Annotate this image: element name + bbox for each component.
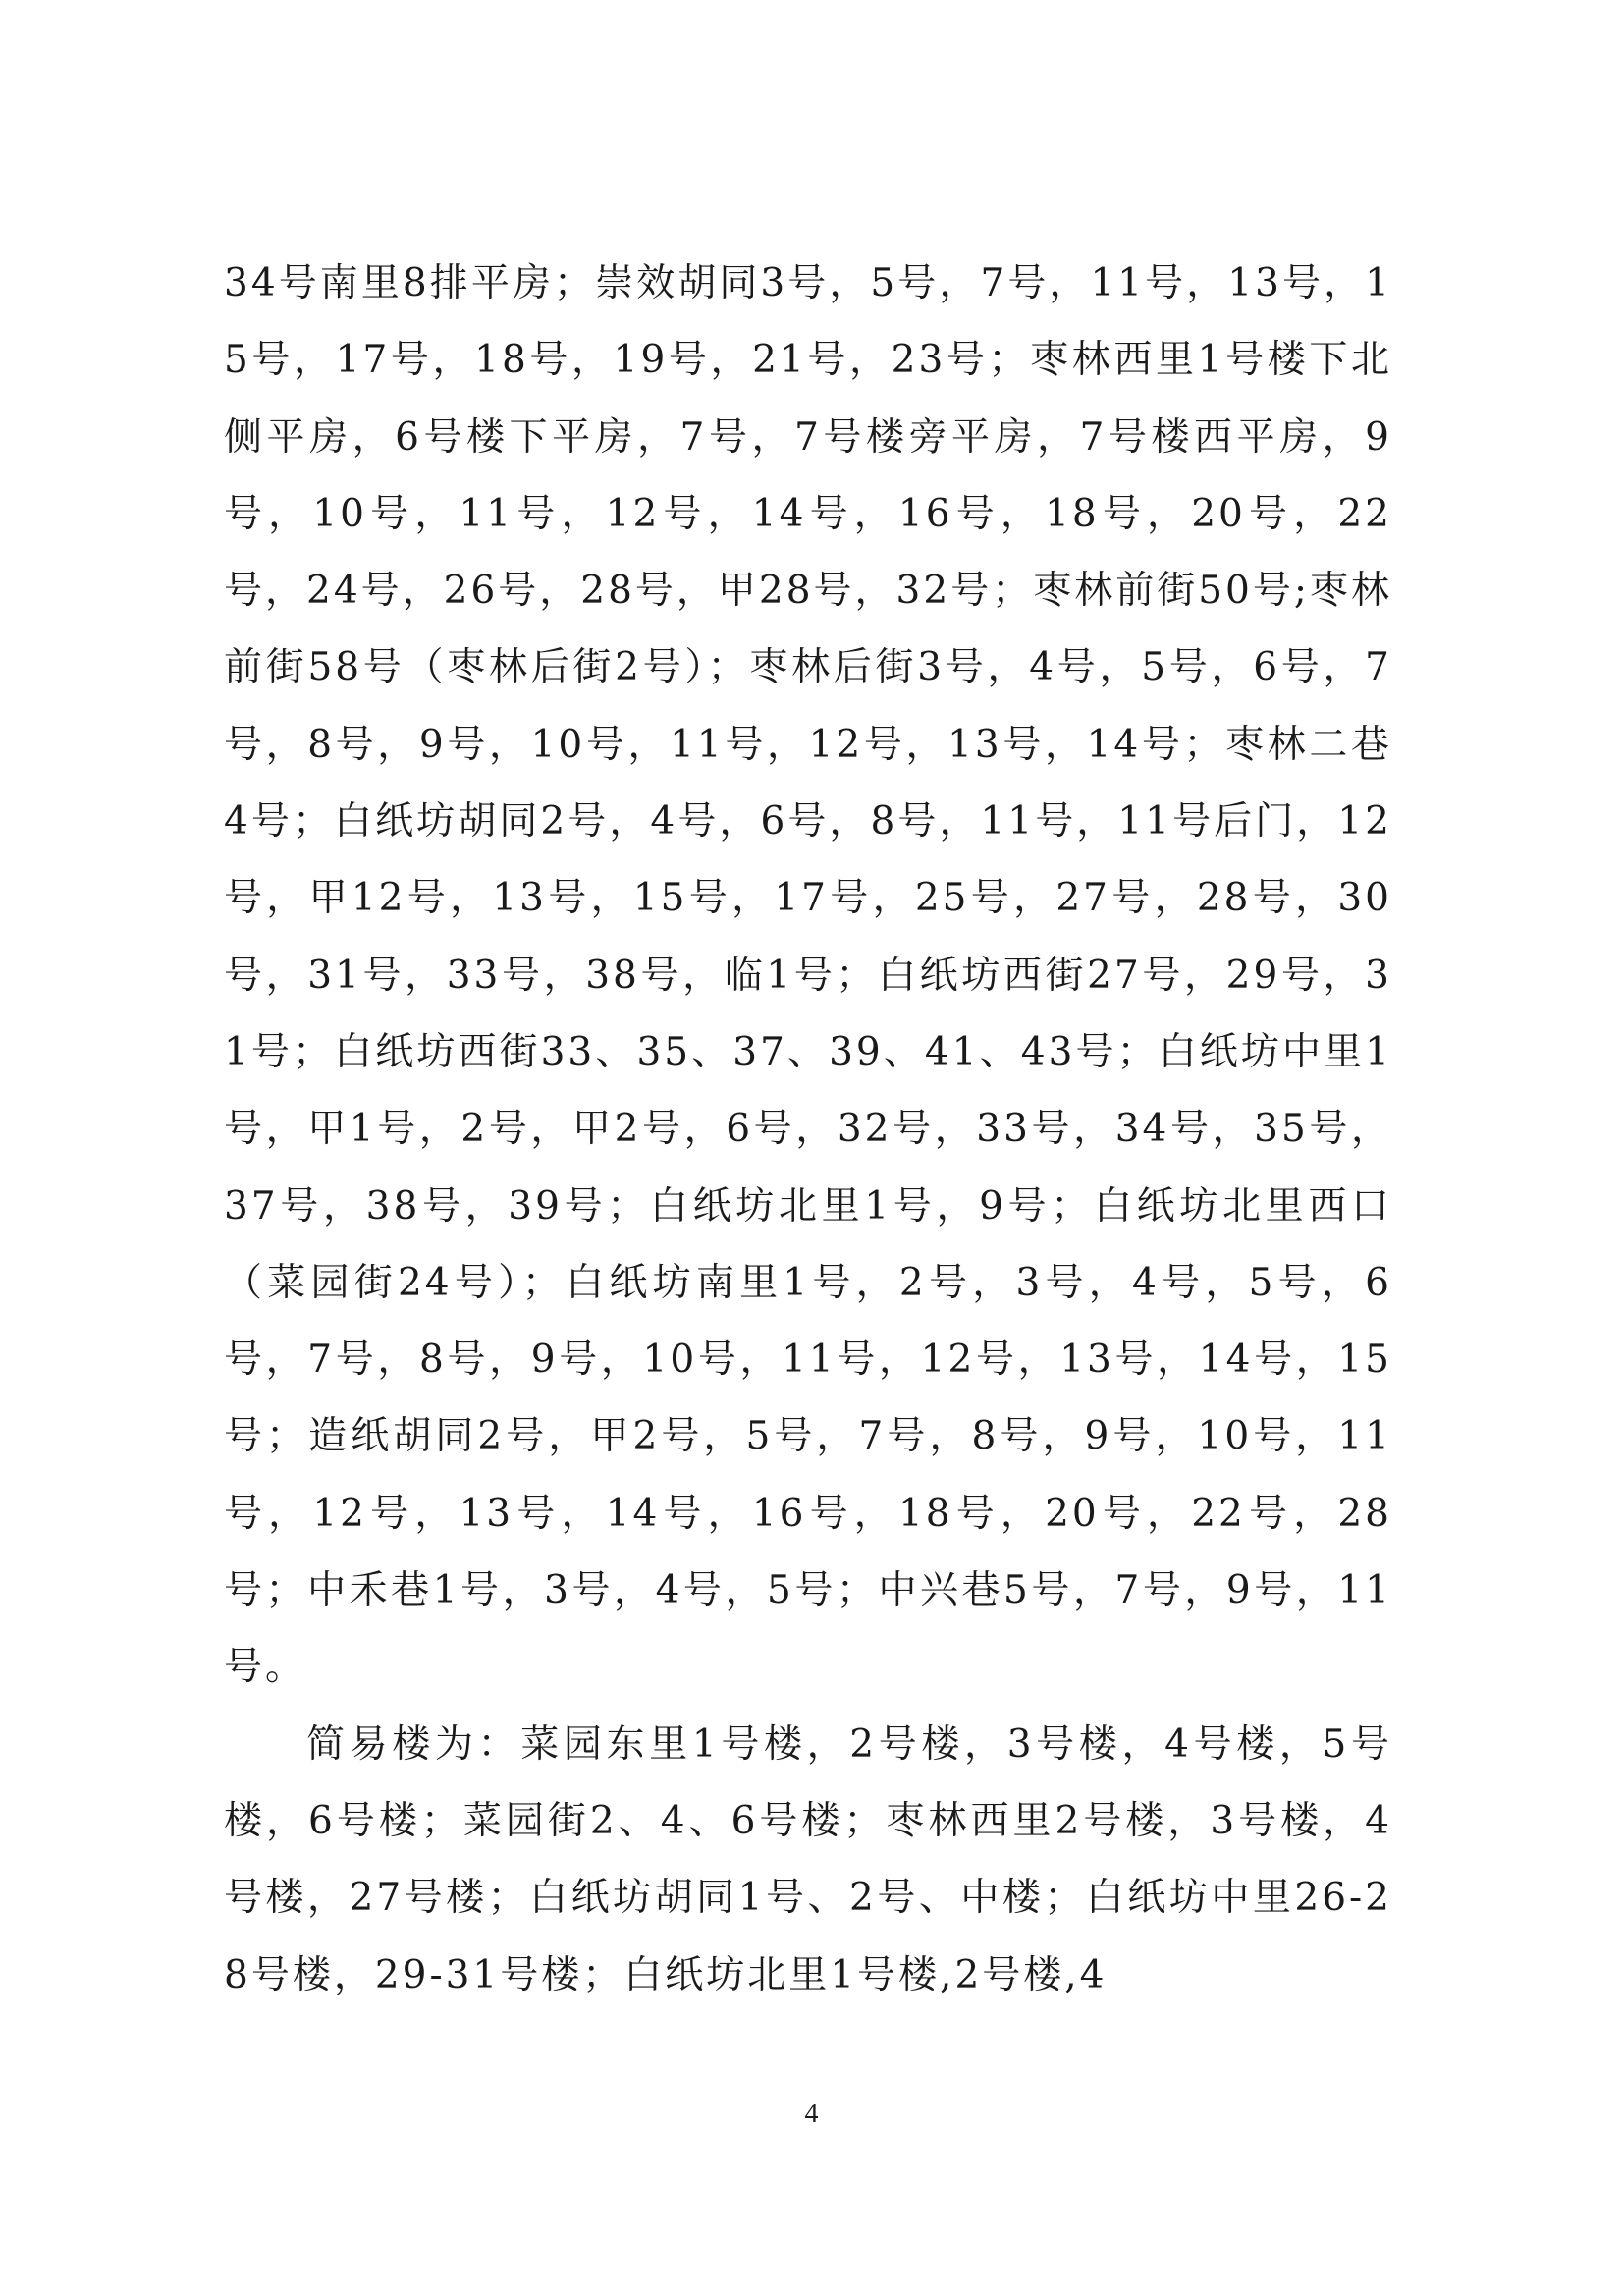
body-text (224, 246, 1392, 2014)
paragraph-simple-buildings: 简易楼为：菜园东里1号楼，2号楼，3号楼，4号楼，5号楼，6号楼；菜园街2、4、6号楼；枣林西里2号楼，3号楼，4号楼，27号楼；白纸坊胡同1号、2号、中楼；白纸坊中里26-28号楼，29-31号楼；白纸坊北里1号楼,2号楼,4 (224, 1722, 1392, 1997)
paragraph-address-list: 34号南里8排平房；崇效胡同3号，5号，7号，11号，13号，15号，17号，18号，19号，21号，23号；枣林西里1号楼下北侧平房，6号楼下平房，7号，7号楼旁平房，7号楼西平房，9号，10号，11号，12号，14号，16号，18号，20号，22号，24号，26号，28号，甲28号，32号；枣林前街50号;枣林前街58号（枣林后街2号）；枣林后街3号，4号，5号，6号，7号，8号，9号，10号，11号，12号，13号，14号；枣林二巷4号；白纸坊胡同2号，4号，6号，8号，11号，11号后门，12号，甲12号，13号，15号，17号，25号，27号，28号，30号，31号，33号，38号，临1号；白纸坊西街27号，29号，31号；白纸坊西街33、35、37、39、41、43号；白纸坊中里1号，甲1号，2号，甲2号，6号，32号，33号，34号，35号，37号，38号，39号；白纸坊北里1号，9号；白纸坊北里西口（菜园街24号）；白纸坊南里1号，2号，3号，4号，5号，6号，7号，8号，9号，10号，11号，12号，13号，14号，15号；造纸胡同2号，甲2号，5号，7号，8号，9号，10号，11号，12号，13号，14号，16号，18号，20号，22号，28号；中禾巷1号，3号，4号，5号；中兴巷5号，7号，9号，11号。 (224, 261, 1392, 1690)
page-number: 4 (804, 2099, 819, 2129)
